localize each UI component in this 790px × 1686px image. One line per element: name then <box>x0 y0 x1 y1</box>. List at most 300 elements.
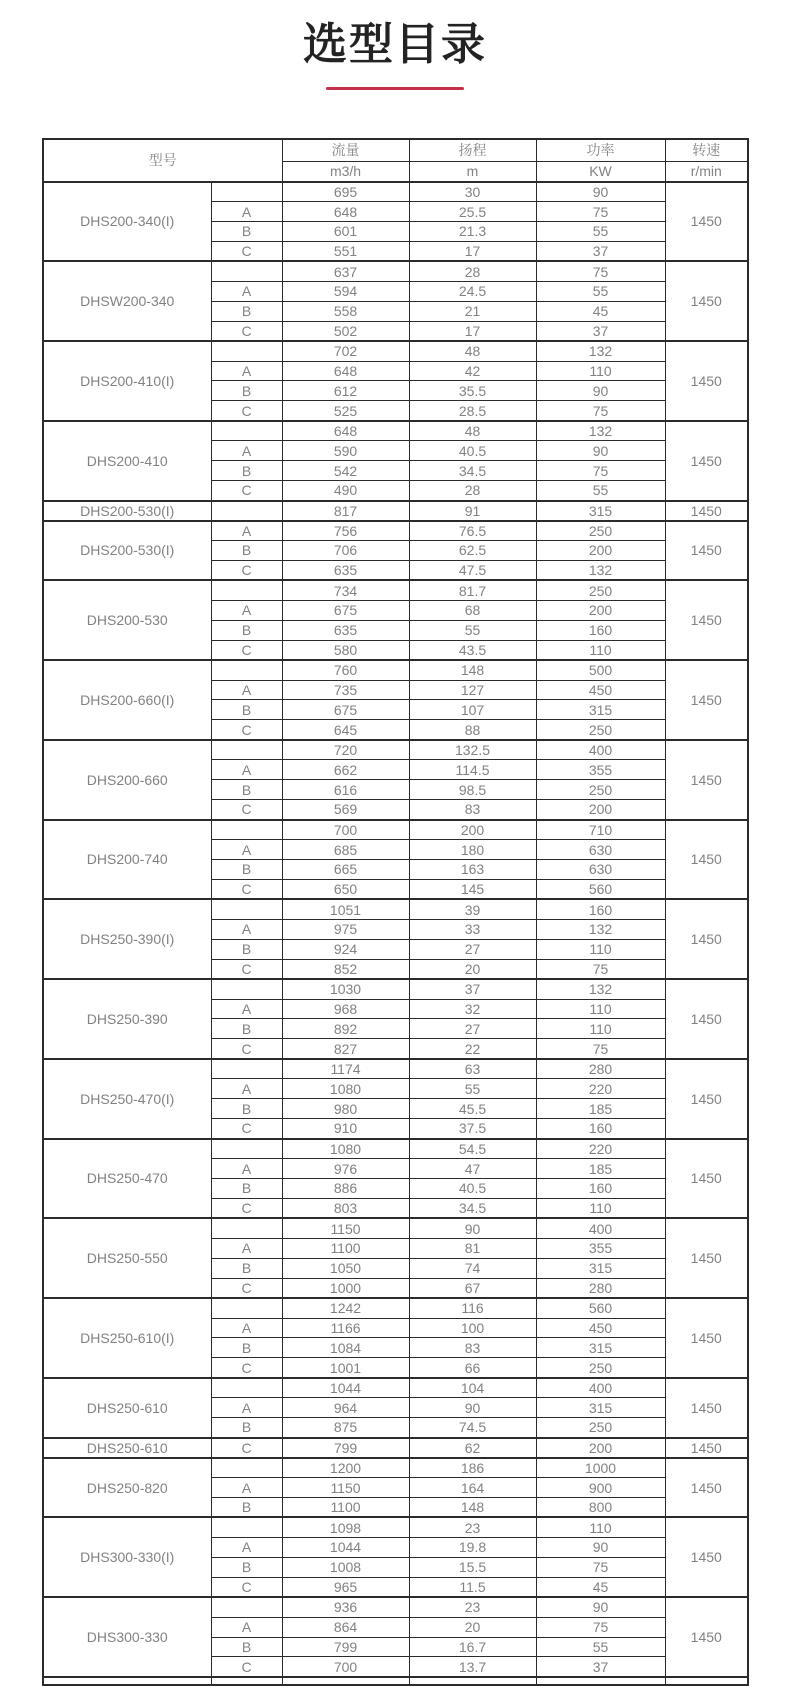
power-cell: 90 <box>536 1597 665 1617</box>
power-cell: 315 <box>536 1338 665 1358</box>
flow-cell: 1044 <box>282 1537 409 1557</box>
variant-cell <box>211 341 282 361</box>
flow-cell: 675 <box>282 700 409 720</box>
variant-cell <box>211 261 282 281</box>
variant-cell: A <box>211 441 282 461</box>
head-cell: 28 <box>409 261 536 281</box>
head-cell: 148 <box>409 1497 536 1517</box>
power-cell: 55 <box>536 281 665 301</box>
power-cell: 900 <box>536 1478 665 1498</box>
variant-cell <box>211 899 282 919</box>
variant-cell: C <box>211 321 282 341</box>
variant-cell: A <box>211 1537 282 1557</box>
speed-cell: 1450 <box>665 1139 748 1219</box>
model-cell: DHS200-410 <box>43 421 211 501</box>
power-cell: 132 <box>536 421 665 441</box>
model-cell: DHS250-390(I) <box>43 899 211 979</box>
flow-cell: 1100 <box>282 1238 409 1258</box>
flow-cell: 1044 <box>282 1378 409 1398</box>
table-row <box>43 1458 748 1478</box>
flow-cell: 1200 <box>282 1458 409 1478</box>
flow-cell: 976 <box>282 1159 409 1179</box>
power-cell: 110 <box>536 999 665 1019</box>
flow-cell: 852 <box>282 959 409 979</box>
variant-cell: C <box>211 1119 282 1139</box>
variant-cell: A <box>211 1398 282 1418</box>
flow-cell: 675 <box>282 600 409 620</box>
variant-cell: A <box>211 1238 282 1258</box>
variant-cell <box>211 1458 282 1478</box>
variant-cell: C <box>211 959 282 979</box>
table-row <box>43 660 748 680</box>
flow-cell: 601 <box>282 221 409 241</box>
power-cell: 560 <box>536 1298 665 1318</box>
head-cell: 54.5 <box>409 1139 536 1159</box>
head-cell: 35.5 <box>409 381 536 401</box>
speed-cell: 1450 <box>665 501 748 521</box>
flow-cell: 700 <box>282 1657 409 1677</box>
variant-cell: B <box>211 1099 282 1119</box>
variant-cell: A <box>211 760 282 780</box>
head-cell: 148 <box>409 660 536 680</box>
flow-cell: 1166 <box>282 1318 409 1338</box>
flow-cell: 569 <box>282 800 409 820</box>
table-row <box>43 899 748 919</box>
flow-cell: 735 <box>282 680 409 700</box>
flow-cell: 1150 <box>282 1478 409 1498</box>
head-cell: 164 <box>409 1478 536 1498</box>
variant-cell: B <box>211 939 282 959</box>
power-cell: 200 <box>536 540 665 560</box>
model-cell: DHS250-550 <box>43 1218 211 1298</box>
variant-cell: C <box>211 720 282 740</box>
power-cell: 250 <box>536 521 665 541</box>
variant-cell: C <box>211 560 282 580</box>
power-cell: 55 <box>536 481 665 501</box>
power-cell: 450 <box>536 1318 665 1338</box>
variant-cell: B <box>211 780 282 800</box>
variant-cell: C <box>211 879 282 899</box>
power-cell: 630 <box>536 840 665 860</box>
speed-cell: 1450 <box>665 899 748 979</box>
table-row <box>43 1517 748 1537</box>
variant-cell: C <box>211 481 282 501</box>
variant-cell: B <box>211 381 282 401</box>
variant-cell: C <box>211 1438 282 1458</box>
head-cell: 114.5 <box>409 760 536 780</box>
power-cell: 630 <box>536 859 665 879</box>
head-cell: 30 <box>409 182 536 202</box>
variant-cell: A <box>211 361 282 381</box>
power-cell: 500 <box>536 660 665 680</box>
power-cell: 450 <box>536 680 665 700</box>
flow-cell: 662 <box>282 760 409 780</box>
head-cell: 13.7 <box>409 1657 536 1677</box>
head-cell: 90 <box>409 1398 536 1418</box>
flow-cell: 1008 <box>282 1557 409 1577</box>
variant-cell: A <box>211 600 282 620</box>
power-cell: 400 <box>536 740 665 760</box>
variant-cell: B <box>211 540 282 560</box>
power-cell: 110 <box>536 1517 665 1537</box>
power-cell: 200 <box>536 800 665 820</box>
flow-cell: 702 <box>282 341 409 361</box>
head-cell: 55 <box>409 620 536 640</box>
flow-cell: 964 <box>282 1398 409 1418</box>
head-cell: 55 <box>409 1079 536 1099</box>
table-row <box>43 1597 748 1617</box>
power-cell: 55 <box>536 221 665 241</box>
speed-cell: 1450 <box>665 1378 748 1438</box>
head-cell: 37.5 <box>409 1119 536 1139</box>
variant-cell: A <box>211 521 282 541</box>
head-cell: 76.5 <box>409 521 536 541</box>
head-cell: 180 <box>409 840 536 860</box>
head-cell: 88 <box>409 720 536 740</box>
head-cell: 81 <box>409 1238 536 1258</box>
head-cell: 47.5 <box>409 560 536 580</box>
power-cell: 315 <box>536 1258 665 1278</box>
variant-cell: B <box>211 461 282 481</box>
head-cell: 163 <box>409 859 536 879</box>
head-cell: 40.5 <box>409 441 536 461</box>
flow-cell: 1242 <box>282 1298 409 1318</box>
speed-cell: 1450 <box>665 521 748 581</box>
flow-cell: 650 <box>282 879 409 899</box>
col-unit-power: KW <box>536 162 665 182</box>
flow-cell: 980 <box>282 1099 409 1119</box>
flow-cell: 1051 <box>282 899 409 919</box>
power-cell: 200 <box>536 600 665 620</box>
head-cell: 17 <box>409 321 536 341</box>
speed-cell: 1450 <box>665 820 748 900</box>
flow-cell: 502 <box>282 321 409 341</box>
power-cell: 710 <box>536 820 665 840</box>
head-cell: 48 <box>409 341 536 361</box>
flow-cell: 1174 <box>282 1059 409 1079</box>
head-cell: 16.7 <box>409 1637 536 1657</box>
variant-cell <box>211 1597 282 1617</box>
model-cell: DHS300-330 <box>43 1597 211 1677</box>
head-cell: 34.5 <box>409 1198 536 1218</box>
flow-cell: 892 <box>282 1019 409 1039</box>
power-cell: 220 <box>536 1079 665 1099</box>
variant-cell <box>211 501 282 521</box>
speed-cell: 1450 <box>665 660 748 740</box>
col-unit-head: m <box>409 162 536 182</box>
variant-cell: B <box>211 1418 282 1438</box>
power-cell: 90 <box>536 441 665 461</box>
flow-cell: 864 <box>282 1617 409 1637</box>
flow-cell: 968 <box>282 999 409 1019</box>
head-cell: 83 <box>409 800 536 820</box>
power-cell: 250 <box>536 780 665 800</box>
power-cell: 110 <box>536 1198 665 1218</box>
flow-cell: 525 <box>282 401 409 421</box>
flow-cell: 1001 <box>282 1358 409 1378</box>
head-cell: 104 <box>409 1378 536 1398</box>
model-cell: DHS250-610 <box>43 1438 211 1458</box>
flow-cell: 685 <box>282 840 409 860</box>
page-title: 选型目录 <box>303 20 487 69</box>
head-cell: 32 <box>409 999 536 1019</box>
variant-cell: C <box>211 1198 282 1218</box>
table-row <box>43 1378 748 1398</box>
head-cell: 98.5 <box>409 780 536 800</box>
variant-cell: C <box>211 241 282 261</box>
head-cell: 24.5 <box>409 281 536 301</box>
flow-cell: 827 <box>282 1039 409 1059</box>
flow-cell: 1100 <box>282 1497 409 1517</box>
power-cell: 132 <box>536 979 665 999</box>
flow-cell: 648 <box>282 421 409 441</box>
head-cell: 40.5 <box>409 1178 536 1198</box>
power-cell: 200 <box>536 1438 665 1458</box>
head-cell: 21.3 <box>409 221 536 241</box>
head-cell: 81.7 <box>409 580 536 600</box>
power-cell: 132 <box>536 341 665 361</box>
speed-cell: 1450 <box>665 1438 748 1458</box>
variant-cell <box>211 820 282 840</box>
variant-cell <box>211 979 282 999</box>
power-cell: 160 <box>536 1119 665 1139</box>
flow-cell: 886 <box>282 1178 409 1198</box>
head-cell: 15.5 <box>409 1557 536 1577</box>
model-cell: DHS200-660(I) <box>43 660 211 740</box>
model-cell: DHS300-330(I) <box>43 1517 211 1597</box>
col-header-head: 扬程 <box>409 139 536 162</box>
flow-cell: 1084 <box>282 1338 409 1358</box>
head-cell: 28 <box>409 481 536 501</box>
speed-cell: 1450 <box>665 261 748 341</box>
power-cell: 315 <box>536 1398 665 1418</box>
head-cell: 145 <box>409 879 536 899</box>
power-cell: 160 <box>536 1178 665 1198</box>
flow-cell: 665 <box>282 859 409 879</box>
model-cell: DHS250-820 <box>43 1458 211 1518</box>
flow-cell: 635 <box>282 560 409 580</box>
power-cell: 37 <box>536 241 665 261</box>
power-cell: 37 <box>536 1657 665 1677</box>
variant-cell: B <box>211 1497 282 1517</box>
flow-cell: 799 <box>282 1637 409 1657</box>
flow-cell: 645 <box>282 720 409 740</box>
variant-cell: A <box>211 1478 282 1498</box>
power-cell: 110 <box>536 1019 665 1039</box>
table-row <box>43 521 748 541</box>
flow-cell: 975 <box>282 919 409 939</box>
speed-cell: 1450 <box>665 341 748 421</box>
col-header-flow: 流量 <box>282 139 409 162</box>
variant-cell: A <box>211 680 282 700</box>
power-cell: 37 <box>536 321 665 341</box>
flow-cell: 695 <box>282 182 409 202</box>
flow-cell: 594 <box>282 281 409 301</box>
table-row <box>43 740 748 760</box>
model-cell: DHS200-740 <box>43 820 211 900</box>
model-cell: DHS250-470(I) <box>43 1059 211 1139</box>
power-cell: 90 <box>536 182 665 202</box>
variant-cell: C <box>211 401 282 421</box>
head-cell: 42 <box>409 361 536 381</box>
flow-cell: 1080 <box>282 1139 409 1159</box>
variant-cell: B <box>211 221 282 241</box>
flow-cell: 490 <box>282 481 409 501</box>
title-accent-divider <box>326 87 464 90</box>
variant-cell: B <box>211 1019 282 1039</box>
table-row <box>43 182 748 202</box>
head-cell: 200 <box>409 820 536 840</box>
speed-cell: 1450 <box>665 1458 748 1518</box>
head-cell: 43.5 <box>409 640 536 660</box>
power-cell: 355 <box>536 1238 665 1258</box>
selection-catalog-table <box>42 138 749 1686</box>
head-cell: 62 <box>409 1438 536 1458</box>
power-cell: 75 <box>536 959 665 979</box>
speed-cell: 1450 <box>665 1059 748 1139</box>
variant-cell: A <box>211 999 282 1019</box>
variant-cell: B <box>211 1637 282 1657</box>
power-cell: 250 <box>536 1418 665 1438</box>
power-cell: 250 <box>536 1358 665 1378</box>
head-cell: 28.5 <box>409 401 536 421</box>
flow-cell: 551 <box>282 241 409 261</box>
power-cell: 45 <box>536 1577 665 1597</box>
head-cell: 132.5 <box>409 740 536 760</box>
flow-cell: 1080 <box>282 1079 409 1099</box>
power-cell: 75 <box>536 1557 665 1577</box>
variant-cell <box>211 1218 282 1238</box>
power-cell: 75 <box>536 261 665 281</box>
table-row <box>43 261 748 281</box>
flow-cell: 542 <box>282 461 409 481</box>
model-cell: DHS200-530 <box>43 580 211 660</box>
head-cell: 39 <box>409 899 536 919</box>
head-cell: 27 <box>409 1019 536 1039</box>
power-cell: 400 <box>536 1378 665 1398</box>
flow-cell: 756 <box>282 521 409 541</box>
table-row <box>43 1059 748 1079</box>
variant-cell: A <box>211 840 282 860</box>
flow-cell: 1030 <box>282 979 409 999</box>
head-cell: 34.5 <box>409 461 536 481</box>
speed-cell: 1450 <box>665 1298 748 1378</box>
head-cell: 21 <box>409 301 536 321</box>
col-header-model: 型号 <box>43 139 282 182</box>
col-unit-speed: r/min <box>665 162 748 182</box>
variant-cell: A <box>211 1159 282 1179</box>
head-cell: 47 <box>409 1159 536 1179</box>
variant-cell: B <box>211 1338 282 1358</box>
power-cell: 315 <box>536 700 665 720</box>
flow-cell: 965 <box>282 1577 409 1597</box>
flow-cell: 924 <box>282 939 409 959</box>
head-cell: 100 <box>409 1318 536 1338</box>
flow-cell: 637 <box>282 261 409 281</box>
variant-cell: C <box>211 1358 282 1378</box>
flow-cell: 700 <box>282 820 409 840</box>
speed-cell: 1450 <box>665 421 748 501</box>
head-cell: 67 <box>409 1278 536 1298</box>
power-cell: 280 <box>536 1059 665 1079</box>
head-cell: 62.5 <box>409 540 536 560</box>
table-row <box>43 979 748 999</box>
variant-cell: A <box>211 202 282 222</box>
power-cell: 560 <box>536 879 665 899</box>
variant-cell: C <box>211 1278 282 1298</box>
flow-cell: 580 <box>282 640 409 660</box>
variant-cell: A <box>211 1079 282 1099</box>
flow-cell: 616 <box>282 780 409 800</box>
power-cell: 110 <box>536 361 665 381</box>
head-cell: 83 <box>409 1338 536 1358</box>
power-cell: 90 <box>536 1537 665 1557</box>
variant-cell: A <box>211 1318 282 1338</box>
flow-cell: 635 <box>282 620 409 640</box>
col-header-power: 功率 <box>536 139 665 162</box>
power-cell: 185 <box>536 1099 665 1119</box>
power-cell: 75 <box>536 1617 665 1637</box>
flow-cell: 799 <box>282 1438 409 1458</box>
variant-cell <box>211 421 282 441</box>
variant-cell <box>211 1517 282 1537</box>
variant-cell: C <box>211 640 282 660</box>
power-cell: 250 <box>536 720 665 740</box>
variant-cell: A <box>211 1617 282 1637</box>
model-cell: DHS200-410(I) <box>43 341 211 421</box>
head-cell: 37 <box>409 979 536 999</box>
model-cell: DHS250-390 <box>43 979 211 1059</box>
variant-cell: B <box>211 1557 282 1577</box>
model-cell: DHS200-530(I) <box>43 501 211 521</box>
head-cell: 74.5 <box>409 1418 536 1438</box>
variant-cell <box>211 1059 282 1079</box>
power-cell: 75 <box>536 401 665 421</box>
variant-cell <box>211 1378 282 1398</box>
flow-cell: 760 <box>282 660 409 680</box>
variant-cell <box>211 1139 282 1159</box>
table-header <box>43 139 748 182</box>
power-cell: 185 <box>536 1159 665 1179</box>
table-body <box>43 182 748 1685</box>
power-cell: 315 <box>536 501 665 521</box>
head-cell: 22 <box>409 1039 536 1059</box>
flow-cell: 612 <box>282 381 409 401</box>
head-cell: 66 <box>409 1358 536 1378</box>
speed-cell: 1450 <box>665 580 748 660</box>
col-header-speed: 转速 <box>665 139 748 162</box>
model-cell: DHS200-340(I) <box>43 182 211 262</box>
power-cell: 75 <box>536 1039 665 1059</box>
speed-cell: 1450 <box>665 1218 748 1298</box>
flow-cell: 1098 <box>282 1517 409 1537</box>
speed-cell: 1450 <box>665 740 748 820</box>
variant-cell: C <box>211 800 282 820</box>
flow-cell: 590 <box>282 441 409 461</box>
variant-cell: A <box>211 919 282 939</box>
power-cell: 110 <box>536 640 665 660</box>
speed-cell: 1450 <box>665 1597 748 1677</box>
head-cell: 20 <box>409 1617 536 1637</box>
power-cell: 250 <box>536 580 665 600</box>
model-cell: DHS250-610(I) <box>43 1298 211 1378</box>
flow-cell: 1150 <box>282 1218 409 1238</box>
model-cell: DHS250-610 <box>43 1378 211 1438</box>
variant-cell: B <box>211 301 282 321</box>
head-cell: 45.5 <box>409 1099 536 1119</box>
variant-cell: C <box>211 1657 282 1677</box>
variant-cell: B <box>211 620 282 640</box>
